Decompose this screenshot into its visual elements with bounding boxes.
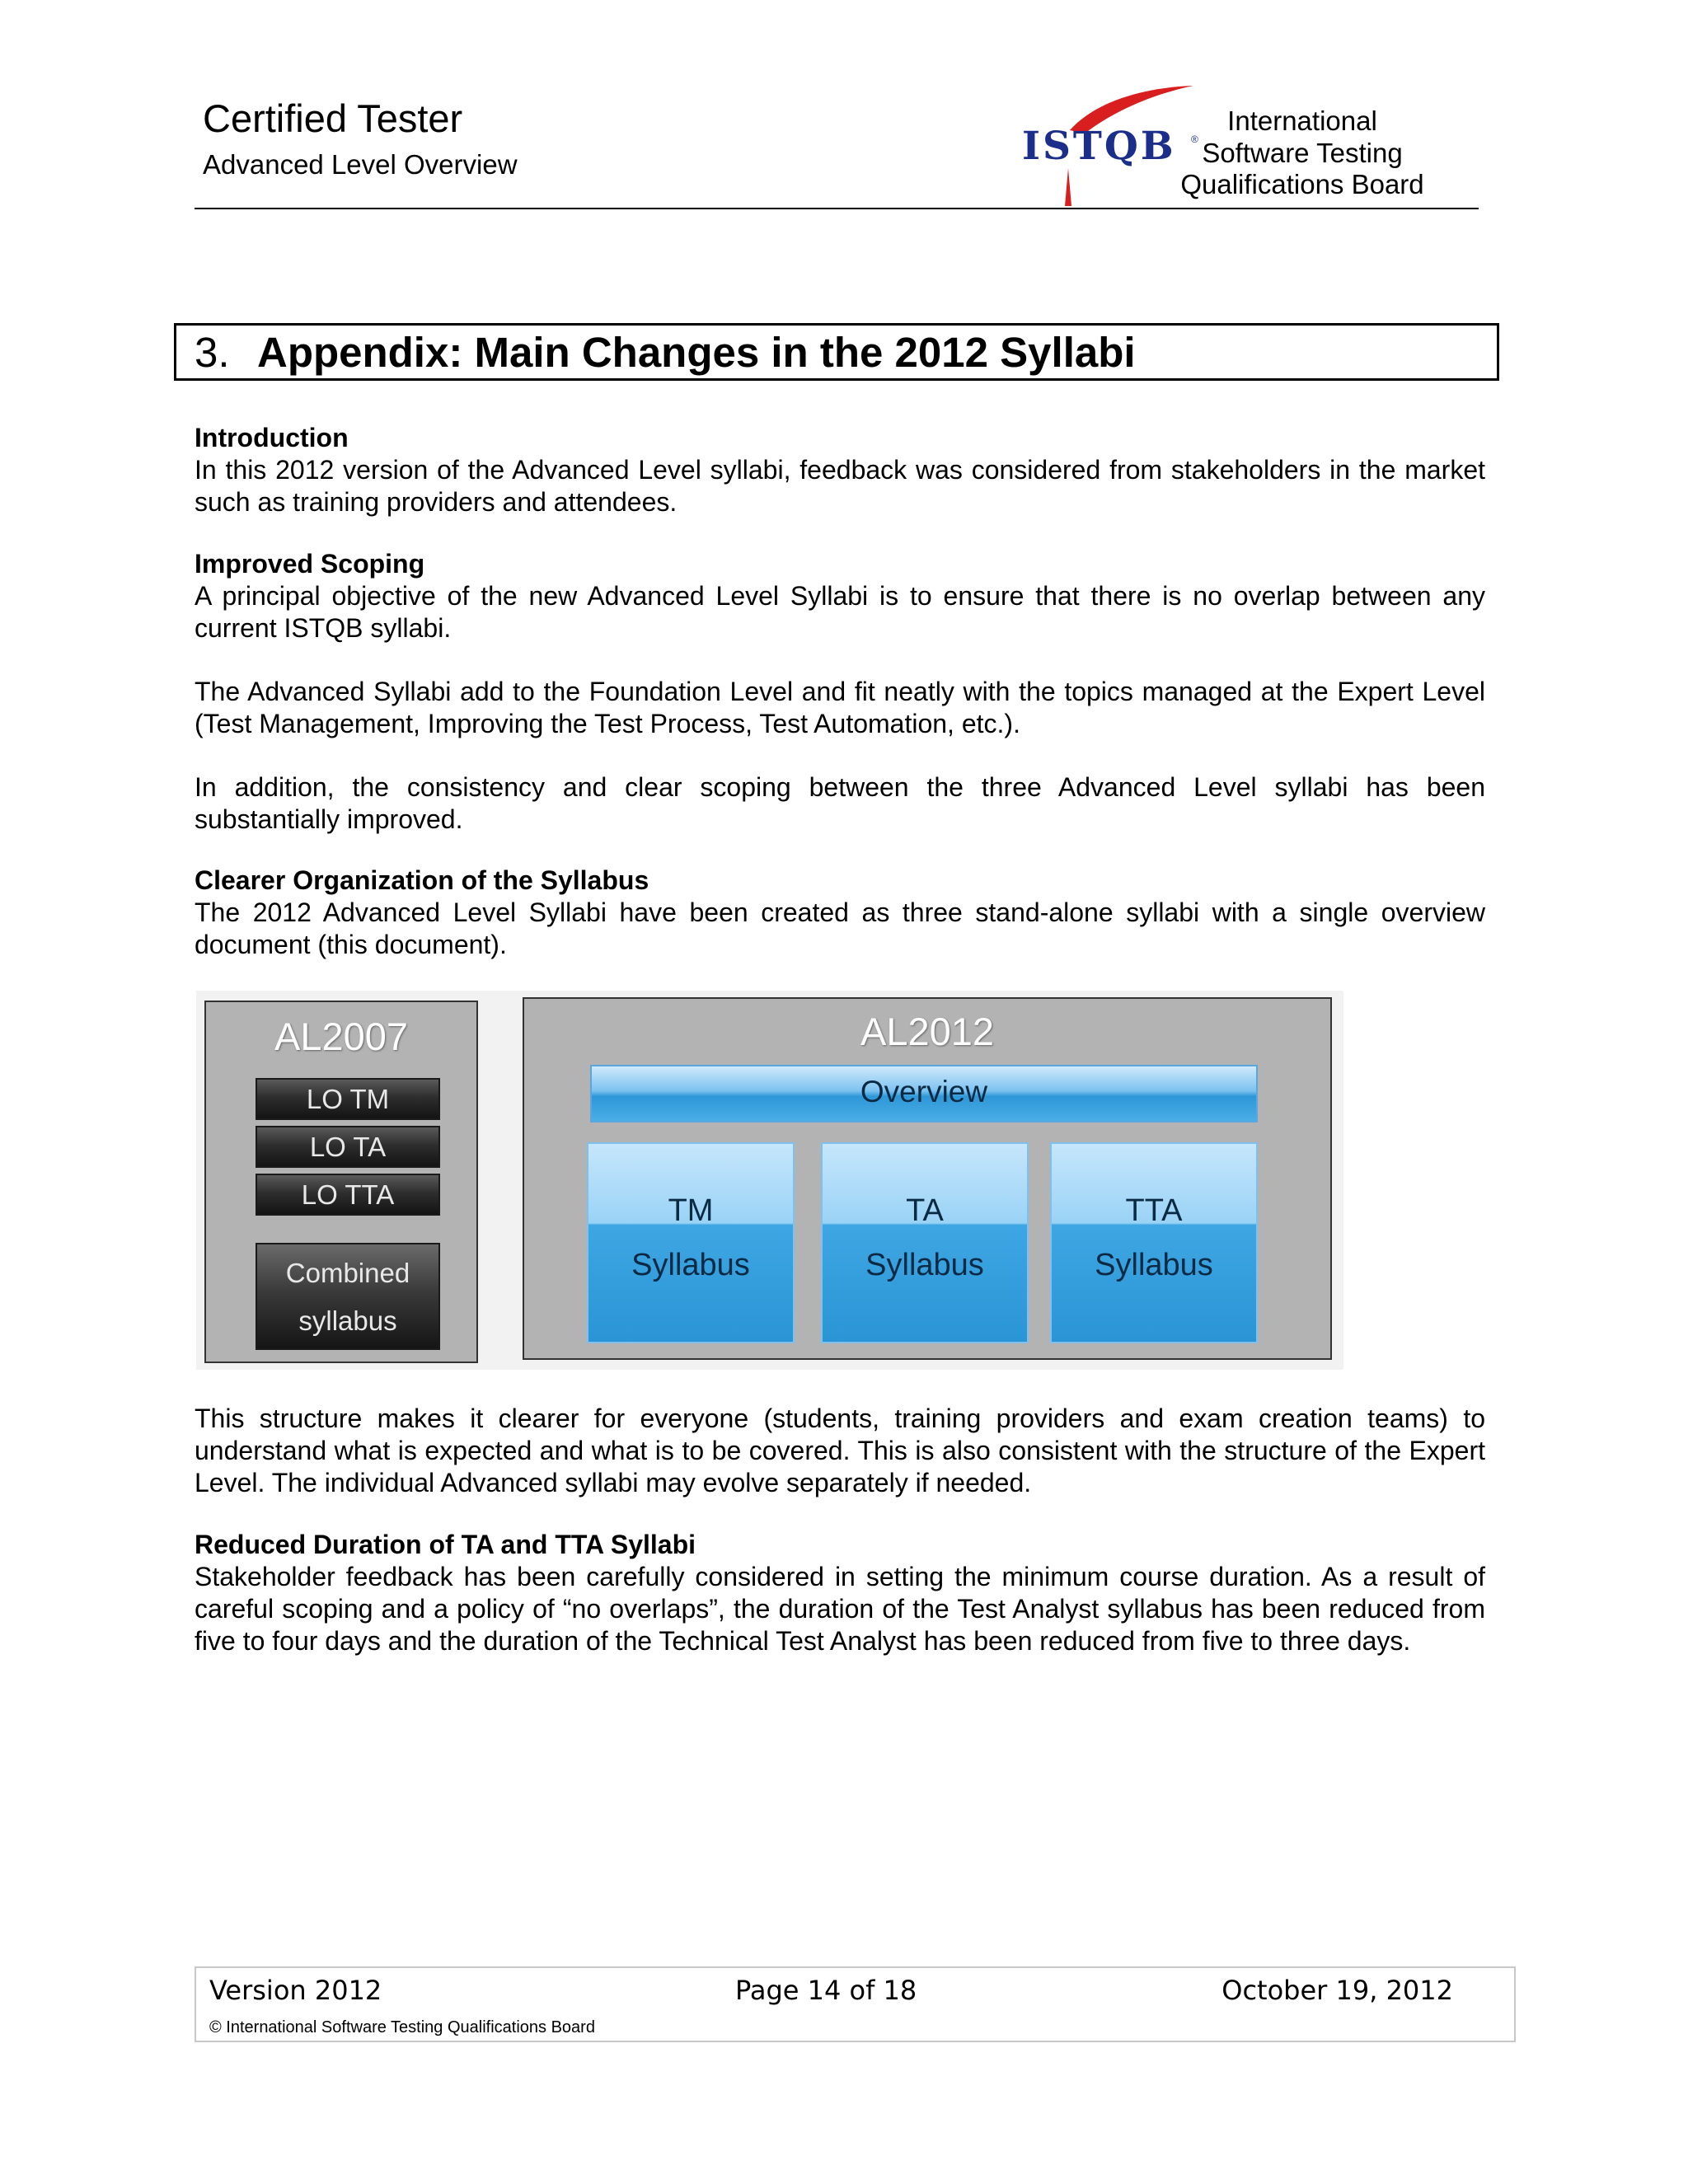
tta-syllabus-box bbox=[1050, 1142, 1258, 1343]
combined-label-line-2: syllabus bbox=[298, 1305, 397, 1336]
al2012-panel bbox=[523, 997, 1332, 1360]
syllabus-name: TA bbox=[906, 1193, 944, 1228]
al2012-title: AL2012 bbox=[860, 1010, 995, 1053]
section-clearer-organization bbox=[195, 865, 1485, 961]
paragraph: A principal objective of the new Advanced Level Syllabi is to ensure that there is no overlap between any current ISTQB syllabi. bbox=[195, 581, 1485, 643]
section-introduction bbox=[195, 422, 1485, 518]
footer-date: October 19, 2012 bbox=[1221, 1975, 1453, 2006]
syllabus-name: TTA bbox=[1125, 1193, 1183, 1228]
header-title: Certified Tester bbox=[203, 96, 463, 140]
lo-tta-box: LO TTA bbox=[256, 1174, 440, 1216]
logo-text: ISTQB bbox=[1022, 124, 1176, 169]
paragraph: In addition, the consistency and clear scoping between the three Advanced Level syllabi has been substantially improved. bbox=[195, 772, 1485, 834]
section-structure-text bbox=[195, 1403, 1485, 1499]
ta-syllabus-box bbox=[821, 1142, 1029, 1343]
syllabus-label: Syllabus bbox=[631, 1248, 750, 1282]
footer-page-number: Page 14 of 18 bbox=[735, 1975, 917, 2006]
paragraph: The Advanced Syllabi add to the Foundation Level and fit neatly with the topics managed at the Expert Level (Test Management, Improving the Test Process, Test Automation, etc.). bbox=[195, 677, 1485, 738]
al2007-panel bbox=[204, 1001, 478, 1363]
lo-ta-box: LO TA bbox=[256, 1126, 440, 1168]
syllabus-name: TM bbox=[668, 1193, 714, 1228]
lo-tm-box: LO TM bbox=[256, 1078, 440, 1120]
org-line-1: International bbox=[1227, 105, 1377, 136]
section-heading: Introduction bbox=[195, 423, 349, 452]
org-line-2: Software Testing bbox=[1202, 137, 1403, 168]
combined-syllabus-box bbox=[256, 1243, 440, 1350]
footer-version: Version 2012 bbox=[209, 1975, 382, 2006]
header-divider bbox=[195, 208, 1479, 209]
chapter-number: 3. bbox=[195, 329, 230, 376]
al2007-title: AL2007 bbox=[274, 1015, 409, 1058]
paragraph: This structure makes it clearer for everyone (students, training providers and exam creation teams) to understand what is expected and what is to be covered. This is also consistent with the structure of the Expert Level. The individual Advanced syllabi may evolve separately if needed. bbox=[195, 1404, 1485, 1497]
paragraph: In this 2012 version of the Advanced Level syllabi, feedback was considered from stakeholders in the market such as training providers and attendees. bbox=[195, 455, 1485, 517]
organization-name bbox=[1170, 105, 1434, 201]
syllabus-label: Syllabus bbox=[1095, 1248, 1213, 1282]
syllabus-label: Syllabus bbox=[865, 1248, 984, 1282]
section-heading: Clearer Organization of the Syllabus bbox=[195, 865, 649, 895]
syllabus-structure-diagram bbox=[196, 991, 1343, 1370]
paragraph: Stakeholder feedback has been carefully considered in setting the minimum course duration. As a result of careful scoping and a policy of “no overlaps”, the duration of the Test Analyst syllabus has been reduced from five to four days and the duration of the Technical Test Analyst has been reduced from five to three days. bbox=[195, 1562, 1485, 1656]
logo-trademark: ® bbox=[1191, 134, 1198, 145]
section-heading: Improved Scoping bbox=[195, 549, 425, 579]
section-reduced-duration bbox=[195, 1529, 1485, 1657]
overview-box: Overview bbox=[590, 1065, 1258, 1122]
header-subtitle: Advanced Level Overview bbox=[203, 149, 518, 180]
org-line-3: Qualifications Board bbox=[1180, 169, 1424, 199]
paragraph: The 2012 Advanced Level Syllabi have been created as three stand-alone syllabi with a single overview document (this document). bbox=[195, 898, 1485, 959]
tm-syllabus-box bbox=[587, 1142, 795, 1343]
chapter-title: Appendix: Main Changes in the 2012 Syllabi bbox=[257, 329, 1136, 376]
page-footer bbox=[195, 1966, 1516, 2042]
section-heading: Reduced Duration of TA and TTA Syllabi bbox=[195, 1530, 696, 1559]
combined-label-line-1: Combined bbox=[285, 1258, 410, 1288]
footer-copyright: © International Software Testing Qualifications Board bbox=[209, 2018, 595, 2036]
section-improved-scoping bbox=[195, 548, 1485, 836]
